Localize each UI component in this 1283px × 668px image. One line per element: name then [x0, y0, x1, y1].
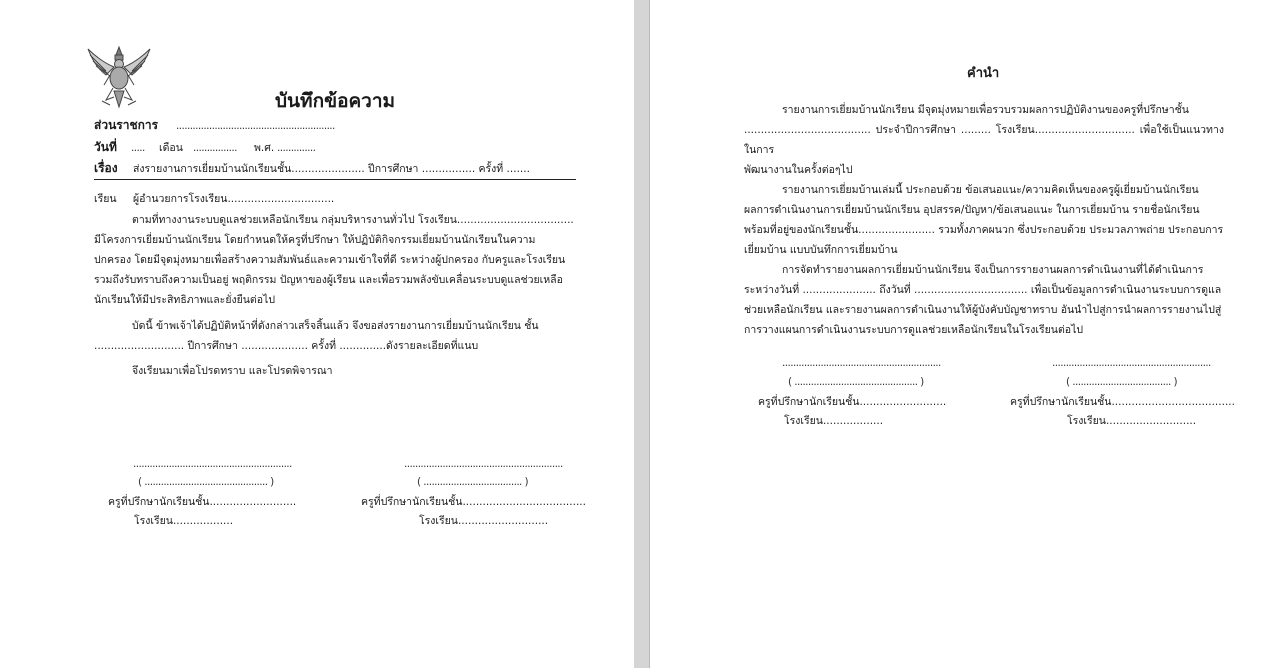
paragraph-line: ปกครอง โดยมีจุดมุ่งหมายเพื่อสร้างความสัมพันธ์และความเข้าใจที่ดี ระหว่างผู้ปกครอง กับครูและโรงเรียน: [94, 254, 566, 266]
memo-title: บันทึกข้อความ: [275, 90, 396, 112]
to-text: ผู้อำนวยการโรงเรียน................................: [133, 193, 335, 205]
subject-label: เรื่อง: [94, 161, 118, 175]
paragraph-line: การวางแผนการดำเนินงานระบบการดูแลช่วยเหลือนักเรียนในโรงเรียนต่อไป: [744, 324, 1084, 336]
signature-name: ( .................................... ): [1066, 376, 1178, 388]
signature-line: ..........................................................: [782, 357, 941, 369]
agency-label: ส่วนราชการ: [94, 118, 159, 132]
signature-school: โรงเรียน..................: [134, 515, 234, 527]
signature-school: โรงเรียน...........................: [419, 515, 549, 527]
subject-text: ส่งรายงานการเยี่ยมบ้านนักเรียนชั้น...................... ปีการศึกษา ................ ครั้งที่ .......: [133, 163, 530, 175]
paragraph-line: นักเรียนให้มีประสิทธิภาพและยั่งยืนต่อไป: [94, 294, 276, 306]
month-label: เดือน: [159, 142, 183, 154]
header-divider: [94, 179, 576, 180]
to-label: เรียน: [94, 193, 117, 205]
signature-name: ( .................................... ): [417, 476, 529, 488]
date-label: วันที่: [94, 140, 117, 154]
memo-paragraph-2: [94, 316, 576, 356]
paragraph-line: ........................... ปีการศึกษา .................... ครั้งที่ ..............ดังรายละเอียดที่แนบ: [94, 340, 479, 352]
paragraph-line: การจัดทำรายงานผลการเยี่ยมบ้านนักเรียน จึงเป็นการรายงานผลการดำเนินงานที่ได้ดำเนินการ: [782, 264, 1204, 276]
signature-name: ( ............................................. ): [788, 376, 924, 388]
paragraph-line: เยี่ยมบ้าน แบบบันทึกการเยี่ยมบ้าน: [744, 244, 898, 256]
signature-role: ครูที่ปรึกษานักเรียนชั้น..........................: [758, 396, 947, 408]
paragraph-line: รายงานการเยี่ยมบ้านนักเรียน มีจุดมุ่งหมายเพื่อรวบรวมผลการปฏิบัติงานของครูที่ปรึกษาชั้น: [782, 104, 1189, 116]
paragraph-line: ...................................... ประจำปีการศึกษา ......... โรงเรียน.............................. เพื่อใช้เป็นแนวทางในการ: [744, 124, 1224, 156]
paragraph-line: ผลการดำเนินงานการเยี่ยมบ้านนักเรียน อุปสรรค/ปัญหา/ข้อเสนอแนะ ในการเยี่ยมบ้าน รายชื่อนักเรียน: [744, 204, 1200, 216]
paragraph-line: พัฒนางานในครั้งต่อๆไป: [744, 164, 853, 176]
date-day-value: .....: [131, 142, 145, 154]
agency-value: ..........................................................: [176, 120, 335, 132]
paragraph-line: ช่วยเหลือนักเรียน และรายงานผลการดำเนินงานให้ผู้บังคับบัญชาทราบ อันนำไปสู่การนำผลการรายงานไปสู่: [744, 304, 1222, 316]
paragraph-line: บัดนี้ ข้าพเจ้าได้ปฏิบัติหน้าที่ดังกล่าวเสร็จสิ้นแล้ว จึงขอส่งรายงานการเยี่ยมบ้านนักเรียน ชั้น: [132, 320, 539, 332]
garuda-emblem-icon: [86, 45, 152, 109]
paragraph-line: ตามที่ทางงานระบบดูแลช่วยเหลือนักเรียน กลุ่มบริหารงานทั่วไป โรงเรียน...................................: [132, 214, 574, 226]
paragraph-line: รายงานการเยี่ยมบ้านเล่มนี้ ประกอบด้วย ข้อเสนอแนะ/ความคิดเห็นของครูผู้เยี่ยมบ้านนักเรียน: [782, 184, 1199, 196]
signature-line: ..........................................................: [404, 458, 563, 470]
closing-text: จึงเรียนมาเพื่อโปรดทราบ และโปรดพิจารณา: [132, 365, 333, 377]
paragraph-line: ระหว่างวันที่ ...................... ถึงวันที่ .................................. เพื่อเป็นข้อมูลการดำเนินงานระบบการดูแล: [744, 284, 1222, 296]
month-value: ................: [193, 142, 237, 154]
memo-page: [0, 0, 634, 668]
paragraph-line: มีโครงการเยี่ยมบ้านนักเรียน โดยกำหนดให้ครูที่ปรึกษา ให้ปฏิบัติกิจกรรมเยี่ยมบ้านนักเรียนในความ: [94, 234, 536, 246]
year-label: พ.ศ.: [254, 142, 275, 154]
signature-role: ครูที่ปรึกษานักเรียนชั้น.....................................: [1010, 396, 1235, 408]
memo-paragraph-1: [94, 210, 576, 310]
foreword-body: [744, 100, 1224, 340]
signature-school: โรงเรียน..................: [784, 415, 884, 427]
signature-name: ( ............................................. ): [138, 476, 274, 488]
foreword-title: คำนำ: [967, 66, 1000, 81]
signature-school: โรงเรียน...........................: [1067, 415, 1197, 427]
signature-line: ..........................................................: [133, 458, 292, 470]
signature-line: ..........................................................: [1052, 357, 1211, 369]
signature-role: ครูที่ปรึกษานักเรียนชั้น..........................: [108, 496, 297, 508]
page-gutter: [634, 0, 650, 668]
year-value: ..............: [277, 142, 316, 154]
signature-role: ครูที่ปรึกษานักเรียนชั้น.....................................: [361, 496, 586, 508]
paragraph-line: รวมถึงรับทราบถึงความเป็นอยู่ พฤติกรรม ปัญหาของผู้เรียน และเพื่อรวมพลังขับเคลื่อนระบบดูแลช่วยเหลือ: [94, 274, 563, 286]
paragraph-line: พร้อมที่อยู่ของนักเรียนชั้น....................... รวมทั้งภาคผนวก ซึ่งประกอบด้วย ประมวลภาพถ่าย ประกอบการ: [744, 224, 1224, 236]
